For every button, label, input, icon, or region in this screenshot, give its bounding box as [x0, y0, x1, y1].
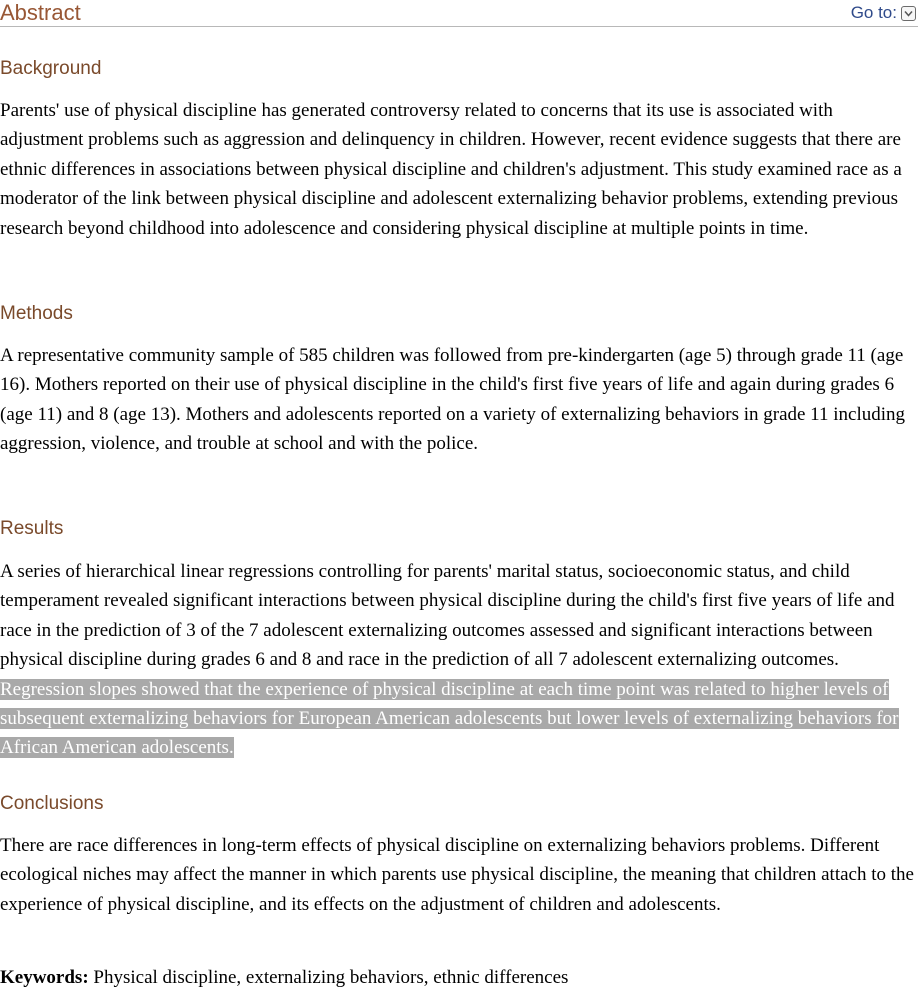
conclusions-text: There are race differences in long-term effects of physical discipline on externalizing behaviors problems. Different ecological niches may affect the manner in which parents use physical discipline, the meaning that children attach to the experience of physical discipline, and its effects on the adjustment of children and adolescents. — [0, 835, 914, 915]
keywords-label: Keywords: — [0, 967, 89, 988]
results-heading: Results — [0, 518, 64, 539]
highlighted-text: Regression slopes showed that the experience of physical discipline at each time point was related to higher levels of subsequent externalizing behaviors for European American adolescents but lower levels of externalizing behaviors for African American adolescents. — [0, 678, 899, 759]
keywords-values: Physical discipline, externalizing behaviors, ethnic differences — [93, 967, 569, 988]
methods-text: A representative community sample of 585 children was followed from pre-kindergarten (age 5) through grade 11 (age 16). Mothers reported on their use of physical discipline in the child's first five years of life and again during grades 6 (age 11) and 8 (age 13). Mothers and adolescents reported on a variety of externalizing behaviors in grade 11 including aggression, violence, and trouble at school and with the police. — [0, 345, 905, 455]
keywords — [0, 963, 918, 992]
results-paragraph — [0, 557, 918, 763]
abstract-header — [0, 0, 918, 27]
background-text: Parents' use of physical discipline has generated controversy related to concerns that its use is associated with adjustment problems such as aggression and delinquency in children. However, recent evidence suggests that there are ethnic differences in associations between physical discipline and children's adjustment. This study examined race as a moderator of the link between physical discipline and adolescent externalizing behavior problems, extending previous research beyond childhood into adolescence and considering physical discipline at multiple points in time. — [0, 100, 902, 239]
goto-label[interactable]: Go to: — [850, 3, 897, 22]
methods-heading: Methods — [0, 303, 73, 324]
background-heading: Background — [0, 58, 102, 79]
goto-menu[interactable] — [851, 2, 916, 24]
chevron-down-icon[interactable] — [901, 6, 916, 21]
conclusions-heading: Conclusions — [0, 793, 104, 814]
page-title: Abstract — [0, 0, 81, 25]
results-text: A series of hierarchical linear regressions controlling for parents' marital status, socioeconomic status, and child temperament revealed significant interactions between physical discipline during the child's first five years of life and race in the prediction of 3 of the 7 adolescent externalizing outcomes assessed and significant interactions between physical discipline during grades 6 and 8 and race in the prediction of all 7 adolescent externalizing outcomes. — [0, 561, 895, 671]
